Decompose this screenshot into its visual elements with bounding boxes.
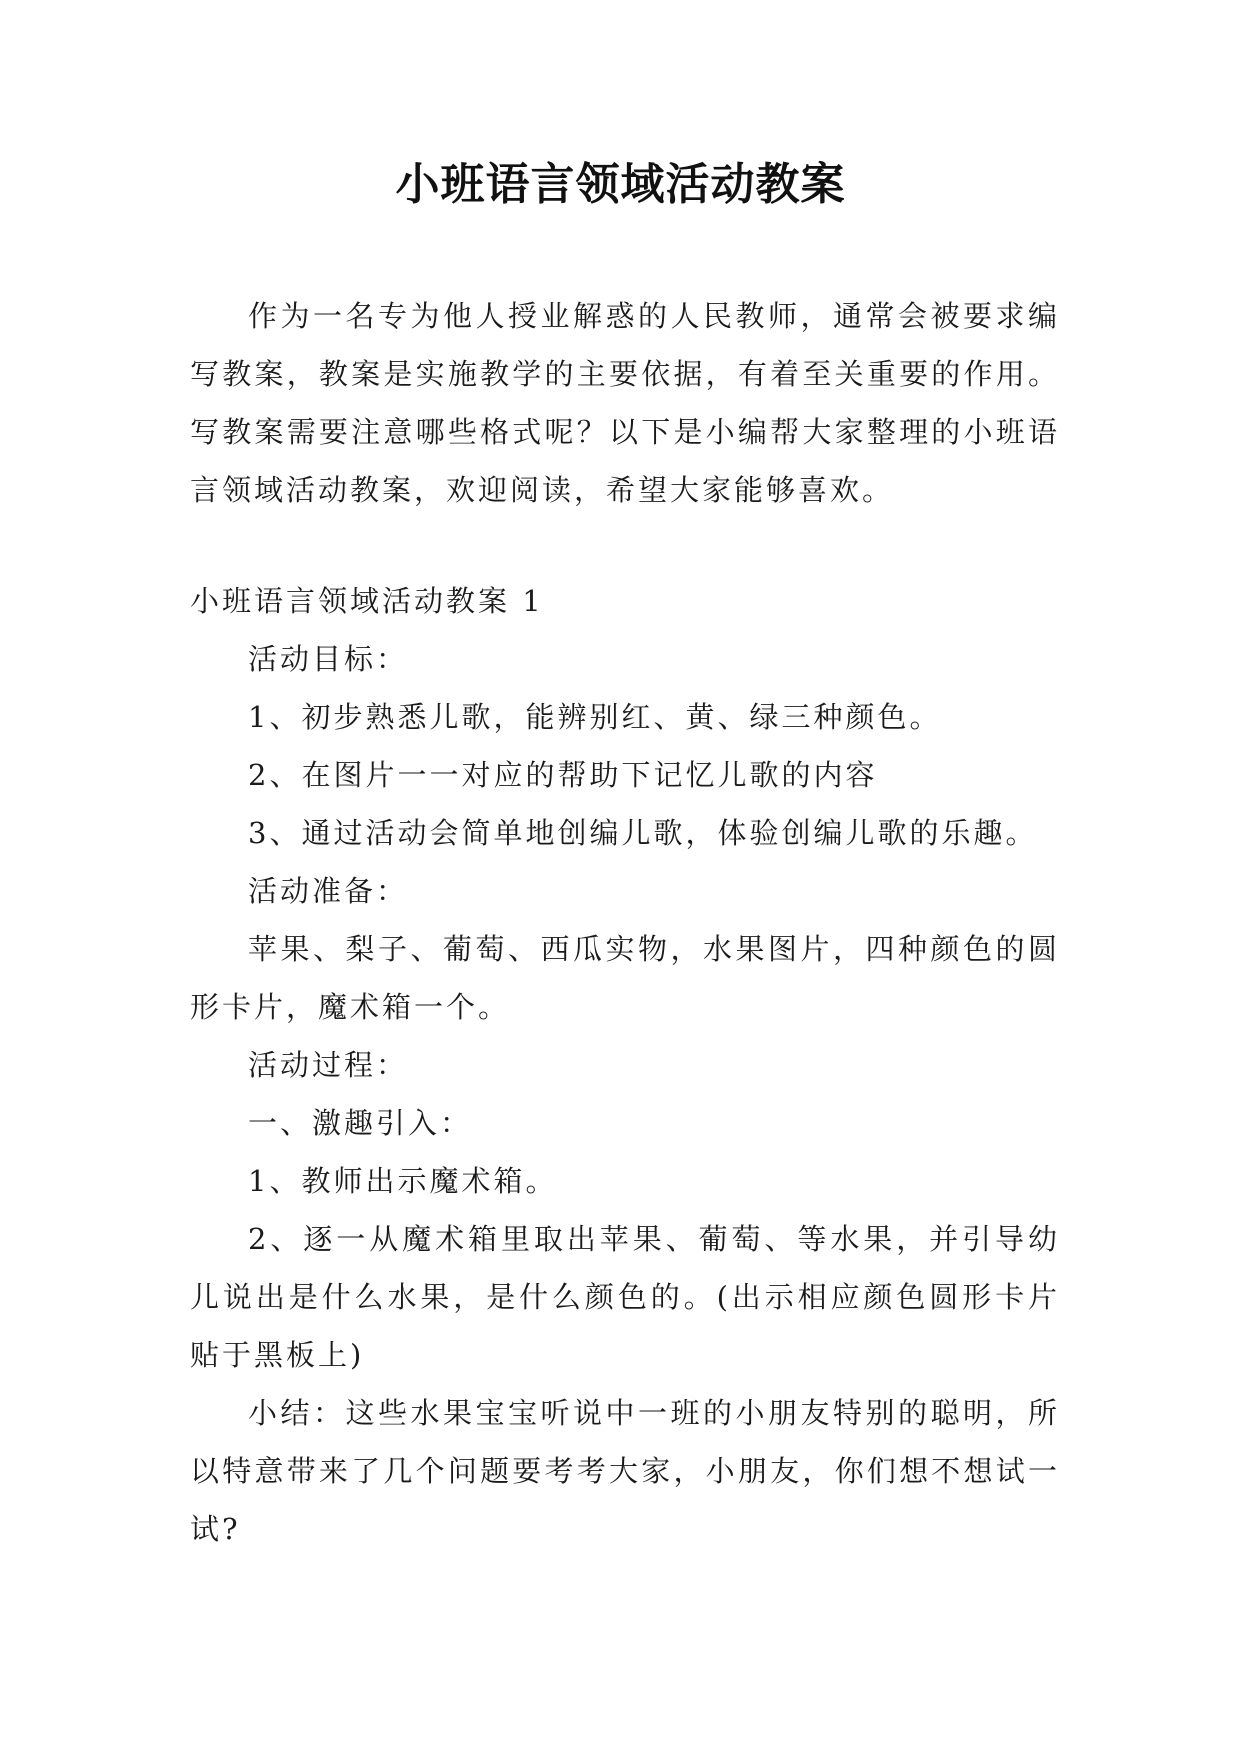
process-heading: 活动过程： [248,1048,409,1082]
objective-item-1: 1、初步熟悉儿歌，能辨别红、黄、绿三种颜色。 [248,700,942,734]
summary-paragraph: 小结：这些水果宝宝听说中一班的小朋友特别的聪明，所以特意带来了几个问题要考考大家，小朋友，你们想不想试一试? [190,1396,1060,1546]
process-step-heading: 一、激趣引入： [248,1106,473,1140]
section-heading: 小班语言领域活动教案 1 [190,584,544,618]
document-title: 小班语言领域活动教案 [395,159,846,210]
lesson-plan-section [190,572,1060,1558]
process-item-2: 2、逐一从魔术箱里取出苹果、葡萄、等水果，并引导幼儿说出是什么水果，是什么颜色的。(出示相应颜色圆形卡片贴于黑板上) [190,1222,1060,1372]
intro-block [190,287,1060,519]
preparation-heading: 活动准备： [248,874,409,908]
preparation-text: 苹果、梨子、葡萄、西瓜实物，水果图片，四种颜色的圆形卡片，魔术箱一个。 [190,932,1060,1024]
process-item-1: 1、教师出示魔术箱。 [248,1164,558,1198]
objective-item-3: 3、通过活动会简单地创编儿歌，体验创编儿歌的乐趣。 [248,816,1038,850]
objective-item-2: 2、在图片一一对应的帮助下记忆儿歌的内容 [248,758,878,792]
objectives-heading: 活动目标： [248,642,409,676]
intro-paragraph: 作为一名专为他人授业解惑的人民教师，通常会被要求编写教案，教案是实施教学的主要依据，有着至关重要的作用。写教案需要注意哪些格式呢？以下是小编帮大家整理的小班语言领域活动教案，欢迎阅读，希望大家能够喜欢。 [190,299,1060,507]
